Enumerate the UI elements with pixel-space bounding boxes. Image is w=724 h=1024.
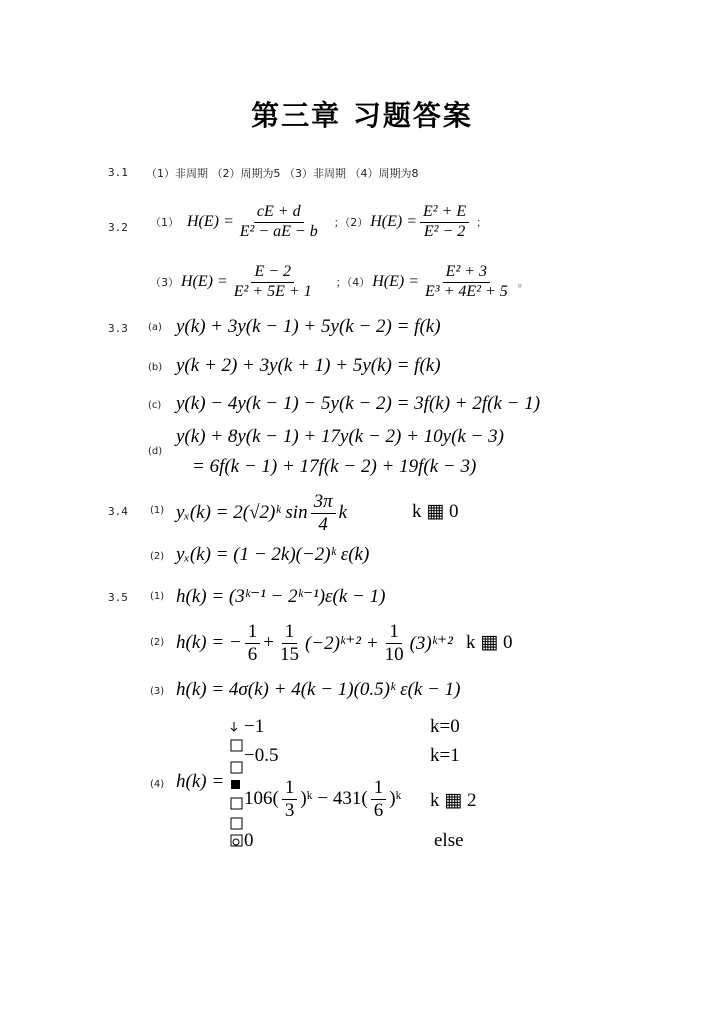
equation-d-line-1: y(k) + 8y(k − 1) + 17y(k − 2) + 10y(k − 3)	[176, 426, 505, 447]
solution-3-5-3: h(k) = 4σ(k) + 4(k − 1)(0.5)ᵏ ε(k − 1)	[176, 679, 461, 700]
separator-4: ；（4）	[335, 276, 371, 289]
item-3-label: （3）	[150, 276, 179, 289]
case-1-value: −1	[244, 716, 265, 737]
problem-3-5-number: 3.5	[108, 591, 128, 604]
end-2: ；	[476, 216, 488, 229]
equation-a: y(k) + 3y(k − 1) + 5y(k − 2) = f(k)	[176, 316, 441, 337]
problem-3-2-number: 3.2	[108, 221, 128, 234]
solution-3-5-2-lhs: h(k) = −	[176, 632, 242, 653]
formula-2-fraction	[420, 204, 469, 241]
equation-d-line-2: = 6f(k − 1) + 17f(k − 2) + 19f(k − 3)	[192, 456, 477, 477]
equation-c: y(k) − 4y(k − 1) − 5y(k − 2) = 3f(k) + 2f(k − 1)	[176, 393, 541, 414]
separator-2: ；（2）	[333, 216, 369, 229]
case-3-part-a: 106(	[244, 788, 279, 809]
piecewise-brace	[229, 718, 245, 852]
plus-sign: +	[263, 632, 274, 653]
fraction-one-sixth-case	[371, 778, 387, 821]
item-a-tag: (a)	[148, 322, 162, 333]
fraction-numerator: 1	[282, 622, 298, 644]
problem-3-4-number: 3.4	[108, 505, 128, 518]
solution-3-4-1-fraction	[311, 492, 336, 535]
solution-3-4-1-rhs: k	[338, 502, 348, 523]
case-3-part-b: )ᵏ − 431(	[300, 788, 368, 809]
item-1-tag: (1)	[150, 591, 165, 602]
formula-1-denominator: E² − aE − b	[239, 222, 318, 240]
brace-glyph-box	[231, 818, 242, 829]
fraction-denominator: 15	[279, 643, 299, 665]
solution-3-4-1-denominator: 4	[318, 513, 328, 535]
case-3-part-c: )ᵏ	[389, 788, 402, 809]
case-4-condition: else	[434, 830, 464, 851]
solution-3-4-1-numerator: 3π	[311, 492, 336, 514]
formula-3-fraction	[231, 264, 315, 301]
case-4-value: 0	[244, 830, 254, 851]
solution-3-5-2-middle: (−2)ᵏ⁺² +	[304, 632, 379, 654]
formula-3-numerator: E − 2	[251, 264, 294, 283]
problem-3-2-row-1	[150, 199, 487, 245]
condition-3-5-2: k ▦ 0	[466, 632, 513, 653]
case-3-value	[244, 774, 402, 824]
brace-glyph-circle	[233, 839, 239, 845]
solution-3-4-1-lhs: yₓ(k) = 2(√2)ᵏ sin	[176, 502, 308, 523]
item-1-tag: (1)	[150, 505, 165, 516]
formula-4-lhs: H(E) =	[372, 273, 419, 290]
fraction-one-sixth	[245, 622, 261, 665]
brace-glyph-filled	[231, 780, 240, 789]
brace-glyph-box	[231, 835, 242, 846]
solution-3-4-2: yₓ(k) = (1 − 2k)(−2)ᵏ ε(k)	[176, 544, 370, 565]
item-3-tag: (3)	[150, 686, 165, 697]
formula-2-numerator: E² + E	[420, 204, 469, 223]
equation-b: y(k + 2) + 3y(k + 1) + 5y(k) = f(k)	[176, 355, 441, 376]
formula-1-fraction	[237, 204, 321, 241]
fraction-numerator: 1	[371, 778, 387, 800]
formula-1-numerator: cE + d	[254, 204, 304, 223]
item-4-tag: (4)	[150, 779, 165, 790]
formula-4-denominator: E³ + 4E² + 5	[425, 282, 508, 300]
item-2-tag: (2)	[150, 551, 165, 562]
fraction-one-fifteenth	[277, 622, 302, 665]
formula-4-numerator: E² + 3	[443, 264, 490, 283]
fraction-numerator: 1	[282, 778, 298, 800]
item-b-tag: (b)	[148, 362, 163, 373]
case-2-condition: k=1	[430, 745, 460, 766]
condition-3-4-1: k ▦ 0	[412, 501, 459, 522]
problem-3-1-number: 3.1	[108, 166, 128, 179]
brace-glyph-box	[231, 740, 242, 751]
solution-3-5-2	[176, 618, 453, 668]
fraction-numerator: 1	[245, 622, 261, 644]
fraction-numerator: 1	[386, 622, 402, 644]
solution-3-5-1: h(k) = (3ᵏ⁻¹ − 2ᵏ⁻¹)ε(k − 1)	[176, 586, 386, 607]
case-3-condition: k ▦ 2	[430, 790, 477, 811]
solution-3-5-2-end: (3)ᵏ⁺²	[409, 632, 453, 654]
end-4: 。	[517, 276, 529, 289]
brace-glyph-box	[231, 798, 242, 809]
brace-glyph-box	[231, 762, 242, 773]
fraction-one-tenth	[382, 622, 407, 665]
formula-1-lhs: H(E) =	[187, 213, 234, 230]
item-1-label: （1）	[150, 216, 179, 229]
brace-arrow-icon	[231, 722, 237, 731]
formula-3-lhs: H(E) =	[181, 273, 228, 290]
fraction-denominator: 10	[384, 643, 404, 665]
solution-3-4-1	[176, 488, 347, 538]
case-1-condition: k=0	[430, 716, 460, 737]
item-2-tag: (2)	[150, 637, 165, 648]
problem-3-2-row-2	[150, 259, 529, 305]
fraction-one-third	[282, 778, 298, 821]
fraction-denominator: 6	[247, 643, 258, 665]
fraction-denominator: 6	[373, 799, 384, 821]
formula-3-denominator: E² + 5E + 1	[233, 282, 312, 300]
fraction-denominator: 3	[284, 799, 295, 821]
piecewise-lhs: h(k) =	[176, 771, 225, 792]
problem-3-1-answer: （1）非周期 （2）周期为5 （3）非周期 （4）周期为8	[146, 167, 419, 180]
problem-3-3-number: 3.3	[108, 322, 128, 335]
page-title: 第三章 习题答案	[251, 99, 473, 132]
case-2-value: −0.5	[244, 745, 279, 766]
formula-2-lhs: H(E) =	[370, 213, 417, 230]
formula-2-denominator: E² − 2	[423, 222, 466, 240]
item-c-tag: (c)	[148, 400, 162, 411]
formula-4-fraction	[422, 264, 511, 301]
item-d-tag: (d)	[148, 446, 163, 457]
